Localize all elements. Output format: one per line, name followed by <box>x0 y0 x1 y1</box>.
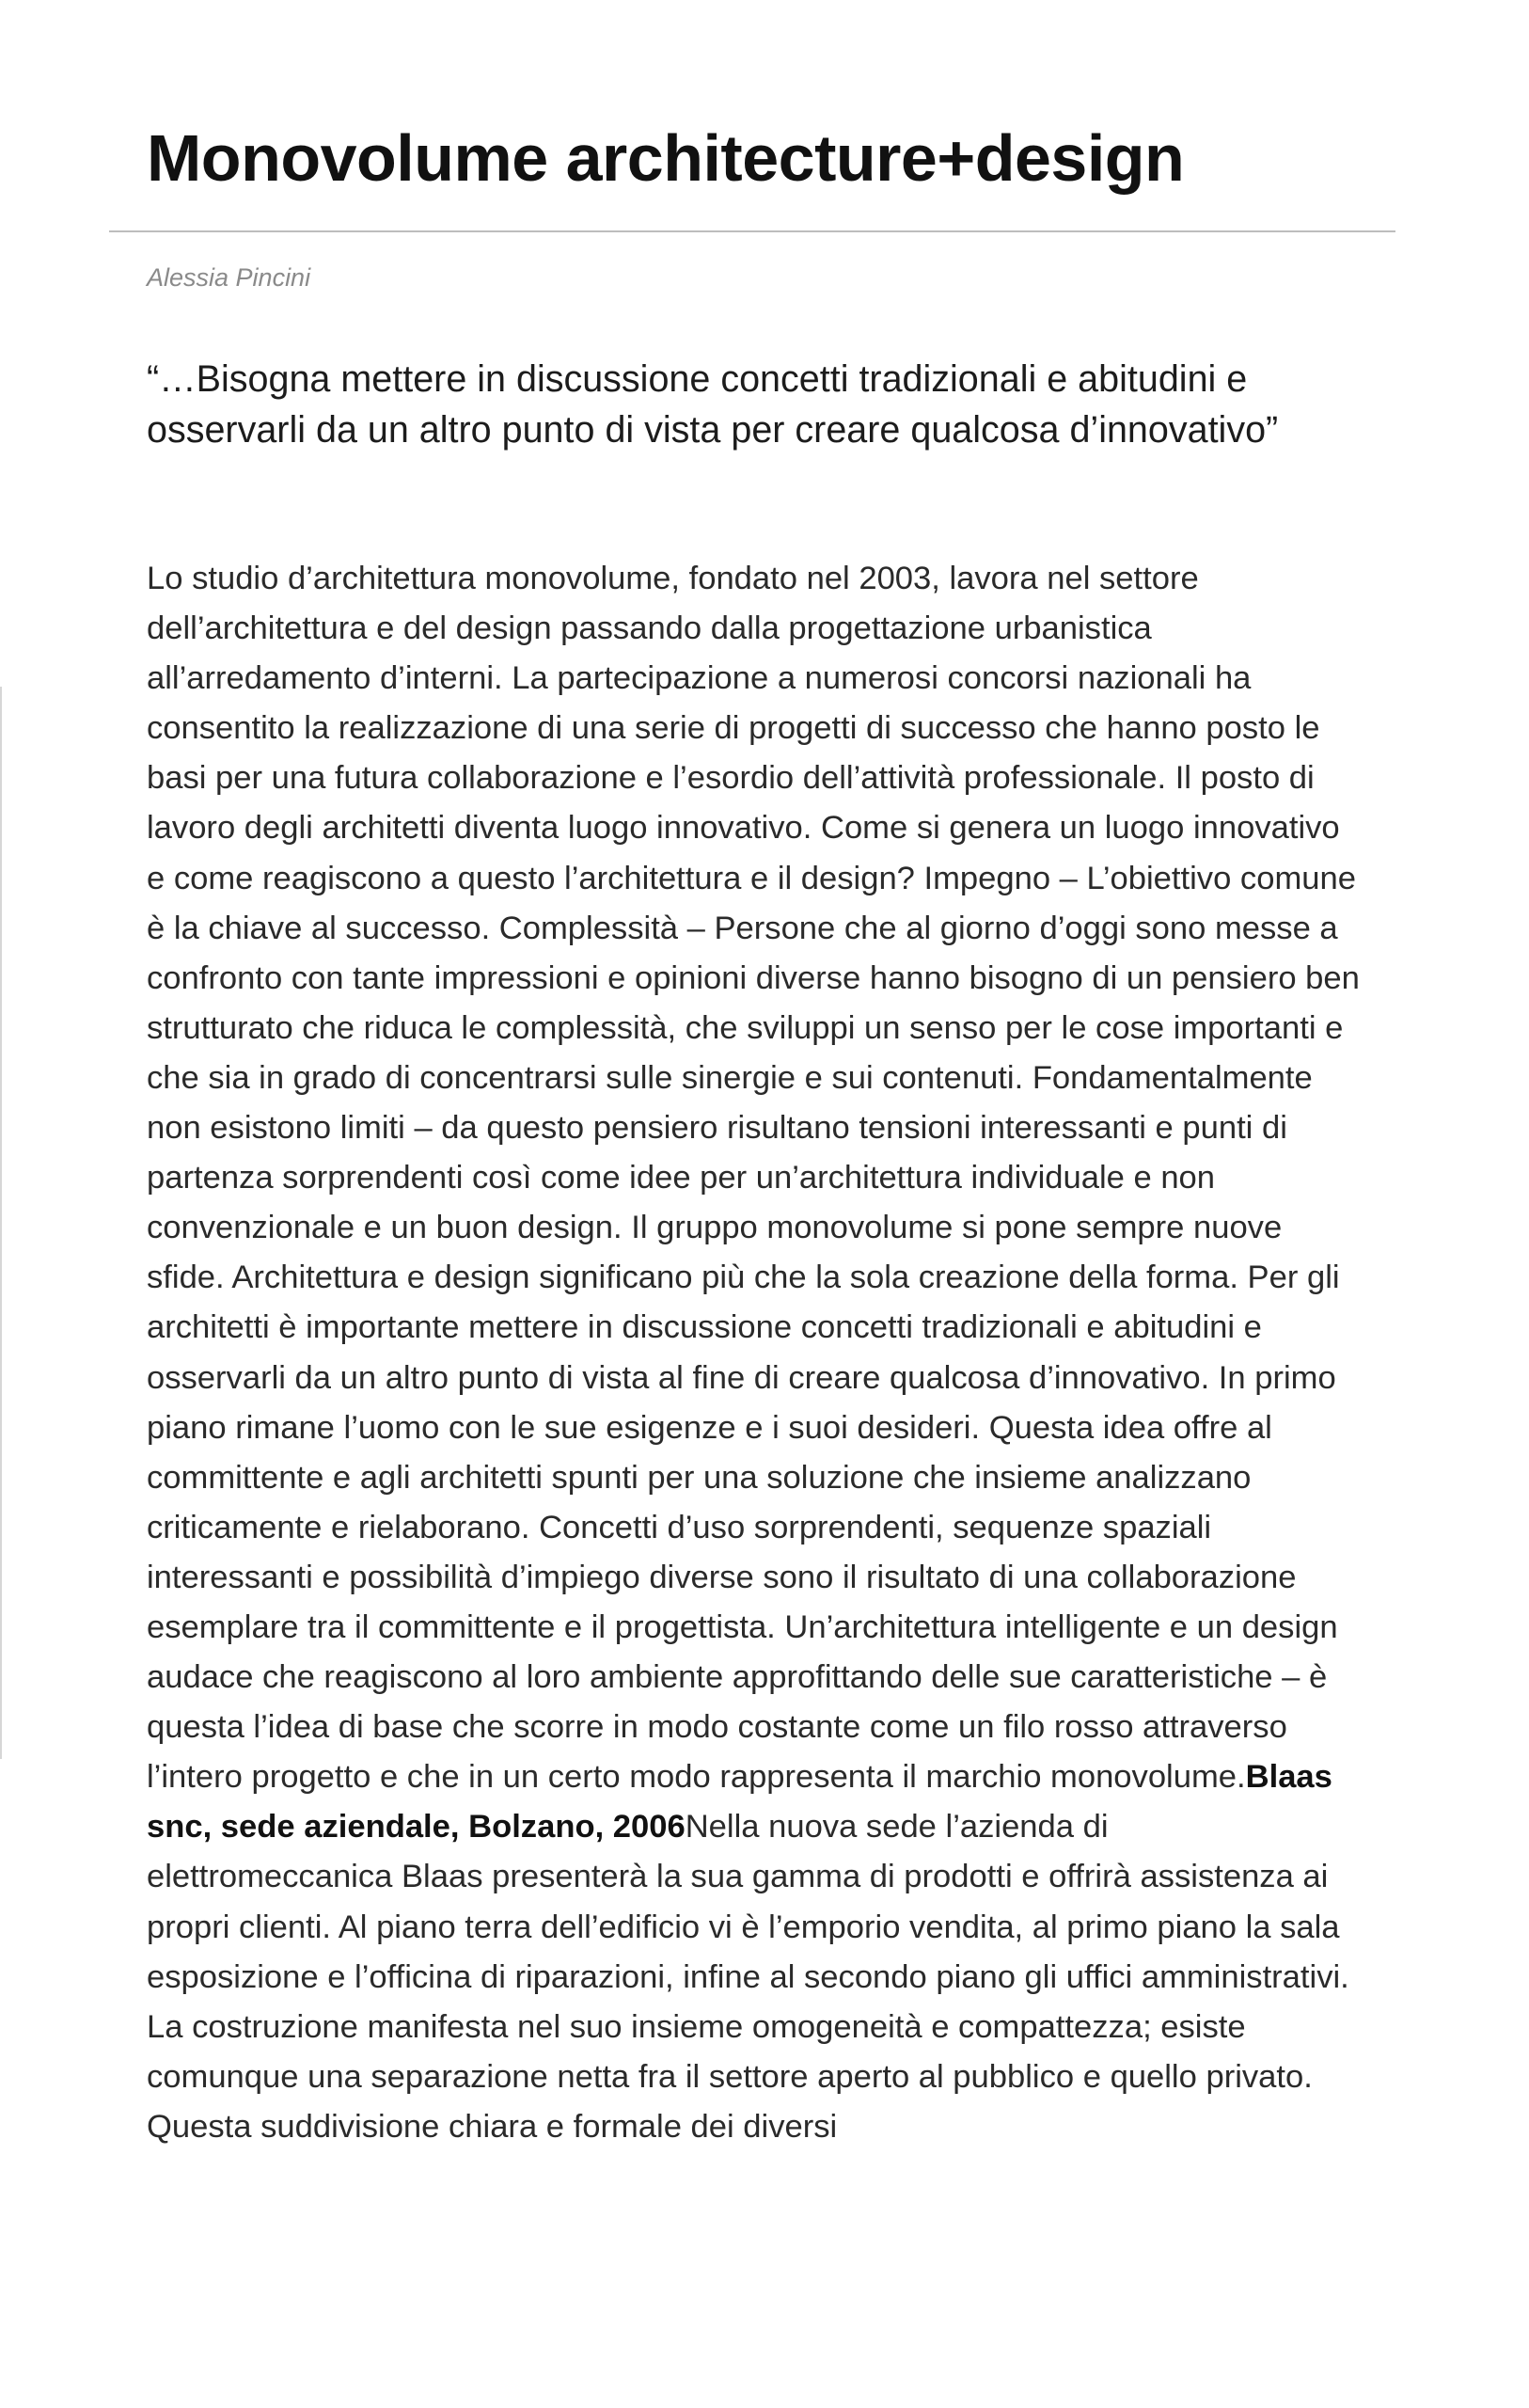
article-body <box>147 554 1360 2152</box>
body-text-part-2: Nella nuova sede l’azienda di elettromeccanica Blaas presenterà la sua gamma di prodotti e offrirà assistenza ai propri clienti. Al piano terra dell’edificio vi è l’emporio vendita, al primo piano la sala esposizione e l’officina di riparazioni, infine al secondo piano gli uffici amministrativi. La costruzione manifesta nel suo insieme omogeneità e compattezza; esiste comunque una separazione netta fra il settore aperto al pubblico e quello privato. Questa suddivisione chiara e formale dei diversi <box>147 1809 1349 2145</box>
pull-quote: “…Bisogna mettere in discussione concetti tradizionali e abitudini e osservarli da un altro punto di vista per creare qualcosa d’innovativo” <box>147 358 1279 451</box>
article-title: Monovolume architecture+design <box>147 121 1185 195</box>
article-author: Alessia Pincini <box>147 263 311 292</box>
title-divider <box>109 230 1395 232</box>
body-text-part-1: Lo studio d’architettura monovolume, fondato nel 2003, lavora nel settore dell’architettura e del design passando dalla progettazione urbanistica all’arredamento d’interni. La partecipazione a numerosi concorsi nazionali ha consentito la realizzazione di una serie di progetti di successo che hanno posto le basi per una futura collaborazione e l’esordio dell’attività professionale. Il posto di lavoro degli architetti diventa luogo innovativo. Come si genera un luogo innovativo e come reagiscono a questo l’architettura e il design? Impegno – L’obiettivo comune è la chiave al successo. Complessità – Persone che al giorno d’oggi sono messe a confronto con tante impressioni e opinioni diverse hanno bisogno di un pensiero ben strutturato che riduca le complessità, che sviluppi un senso per le cose importanti e che sia in grado di concentrarsi sulle sinergie e sui contenuti. Fondamentalmente non esistono limiti – da questo pensiero risultano tensioni interessanti e punti di partenza sorprendenti così come idee per un’architettura individuale e non convenzionale e un buon design. Il gruppo monovolume si pone sempre nuove sfide. Architettura e design significano più che la sola creazione della forma. Per gli architetti è importante mettere in discussione concetti tradizionali e abitudini e osservarli da un altro punto di vista al fine di creare qualcosa d’innovativo. In primo piano rimane l’uomo con le sue esigenze e i suoi desideri. Questa idea offre al committente e agli architetti spunti per una soluzione che insieme analizzano criticamente e rielaborano. Concetti d’uso sorprendenti, sequenze spaziali interessanti e possibilità d’impiego diverse sono il risultato di una collaborazione esemplare tra il committente e il progettista. Un’architettura intelligente e un design audace che reagiscono al loro ambiente approfittando delle sue caratteristiche – è questa l’idea di base che scorre in modo costante come un filo rosso attraverso l’intero progetto e che in un certo modo rappresenta il marchio monovolume. <box>147 561 1360 1796</box>
project-heading: Blaas snc, sede aziendale, Bolzano, 2006 <box>147 1759 1332 1846</box>
